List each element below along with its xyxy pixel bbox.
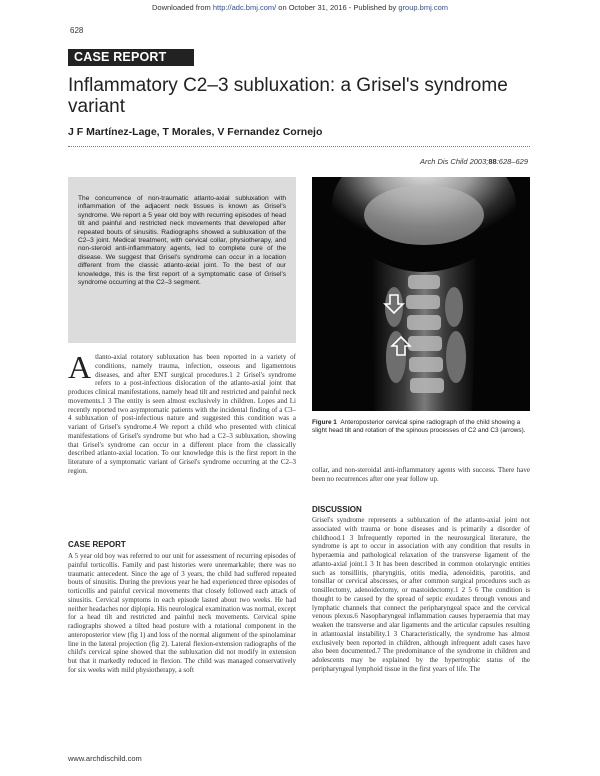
download-middle: on October 31, 2016 - Published by — [276, 3, 399, 12]
download-banner — [0, 3, 600, 12]
figure-label: Figure 1 — [312, 419, 337, 426]
case-report-text: A 5 year old boy was referred to our unit for assessment of recurring episodes of painful torticollis. Family and past histories were unremarkable; there was no traumatic antecedent. Since the age of 3 years, the child had suffered repeated bouts of sinusitis. During the previous year he had experienced three episodes of torticollis and painful cervical movements that closely followed each attack of sinusitis. Cervical symptoms in each episode lasted about two weeks. He had neither headaches nor diplopia. His neurological examination was normal, except for a head tilt and restricted and painful neck movements. Cervical spine radiographs showed a tilted head posture with a rotational component in the anteroposterior view (fig 1) and loss of the normal alignment of the spinolaminar line in the lateral projection (fig 2). Lateral flexion-extension radiographs of the child's cervical spine showed that the subluxation did not modify in extension but that it markedly reduced in flexion. The child was managed conservatively for six weeks with mild physiotherapy, a soft — [68, 552, 297, 674]
footer-url[interactable]: www.archdischild.com — [68, 754, 142, 763]
continuation-text: collar, and non-steroidal anti-inflammatory agents with success. There have been no recurrences after one year follow up. — [312, 466, 530, 483]
drop-cap: A — [68, 349, 92, 385]
divider — [68, 146, 530, 147]
abstract-box — [68, 177, 296, 343]
case-report-heading: CASE REPORT — [68, 540, 126, 549]
author-list: J F Martínez-Lage, T Morales, V Fernandez Cornejo — [68, 126, 323, 138]
citation-volume: 88 — [488, 157, 497, 166]
figure-caption — [312, 419, 532, 435]
intro-text: tlanto-axial rotatory subluxation has been reported in a variety of conditions, namely trauma, infection, osseous and ligamentous diseases, and after ENT surgical procedures.1 2 Grisel's syndrome refers to a post-infectious dislocation of the atlanto-axial joint that produces clinical manifestations, namely head tilt and restricted and painful neck movements.1 3 The entity is seen almost exclusively in children. Lopes and Li recently reported two asymptomatic patients with the incidental finding of a C3–4 subluxation of post-infectious nature and suggested this condition was a variant of Grisel's syndrome.4 We report a child who presented with clinical manifestations of Grisel's syndrome but who had a C2–3 subluxation, showing that Grisel's syndrome can occur in a different place from the classically described atlanto-axial location. To our knowledge this is the first report in the literature of a symptomatic variant of Grisel's syndrome occurring at the C2–3 region. — [68, 353, 296, 475]
figure-caption-text: Anteroposterior cervical spine radiograph of the child showing a slight head tilt and rotation of the spinous processes of C2 and C3 (arrows). — [312, 419, 526, 434]
discussion-text: Grisel's syndrome represents a subluxation of the atlanto-axial joint not associated with trauma or bone diseases and is primarily a disorder of childhood.1 3 Infrequently reported in the neurosurgical literature, the syndrome is apt to occur in association with any condition that results in hyperaemia and pathological relaxation of the transverse ligament of the atlanto-axial joint.1 3 It has been described in common otolaryngic entities such as tonsillitis, pharyngitis, otitis media, adenoiditis, parotitis, and tonsillar or cervical abscesses, or after common surgical procedures such as tonsillectomy, adenoidectomy, or mastoidectomy.1 2 5 6 The condition is thought to be caused by the spread of septic exudates through venous and lymphatic channels that connect the peripharyngeal space and the cervical venous plexus.6 Nasopharyngeal inflammation causes hyperaemia that may weaken the transverse and alar ligaments and the articular capsules resulting in atlantoaxial instability.1 3 Characteristically, the syndrome has almost exclusively been reported in children, although infrequent adult cases have also been documented.7 The predominance of the syndrome in children and adolescents may be explained by the hypertrophic status of the peripharyngeal lymphoid tissue in the first years of life. The — [312, 516, 530, 673]
discussion-heading: DISCUSSION — [312, 505, 362, 514]
intro-paragraph — [68, 349, 296, 476]
download-prefix: Downloaded from — [151, 3, 213, 12]
citation — [420, 157, 528, 166]
citation-journal: Arch Dis Child 2003; — [419, 157, 489, 166]
citation-pages: :628–629 — [496, 157, 528, 166]
publisher-link[interactable]: group.bmj.com — [398, 3, 448, 12]
article-title: Inflammatory C2–3 subluxation: a Grisel's syndrome variant — [68, 75, 508, 117]
download-url-link[interactable]: http://adc.bmj.com/ — [212, 3, 277, 12]
section-badge: CASE REPORT — [68, 49, 194, 66]
xray-figure — [312, 177, 530, 411]
abstract-text: The concurrence of non-traumatic atlanto-axial subluxation with inflammation of the adjacent neck tissues is known as Grisel's syndrome. We report a 5 year old boy with recurring episodes of head tilt and painful and restricted neck movements that developed after repeated bouts of sinusitis. Radiographs showed a subluxation of the C2–3 joint. Medical treatment, with cervical collar, physiotherapy, and non-steroid anti-inflammatory agents, led to complete cure of the disease. We suggest that Grisel's syndrome can occur in a location different from the classic atlanto-axial joint. To the best of our knowledge, this is the first report of a symptomatic case of Grisel's syndrome occurring at the C2–3 segment. — [78, 195, 286, 287]
xray-image — [312, 177, 530, 411]
page-number: 628 — [70, 26, 84, 35]
